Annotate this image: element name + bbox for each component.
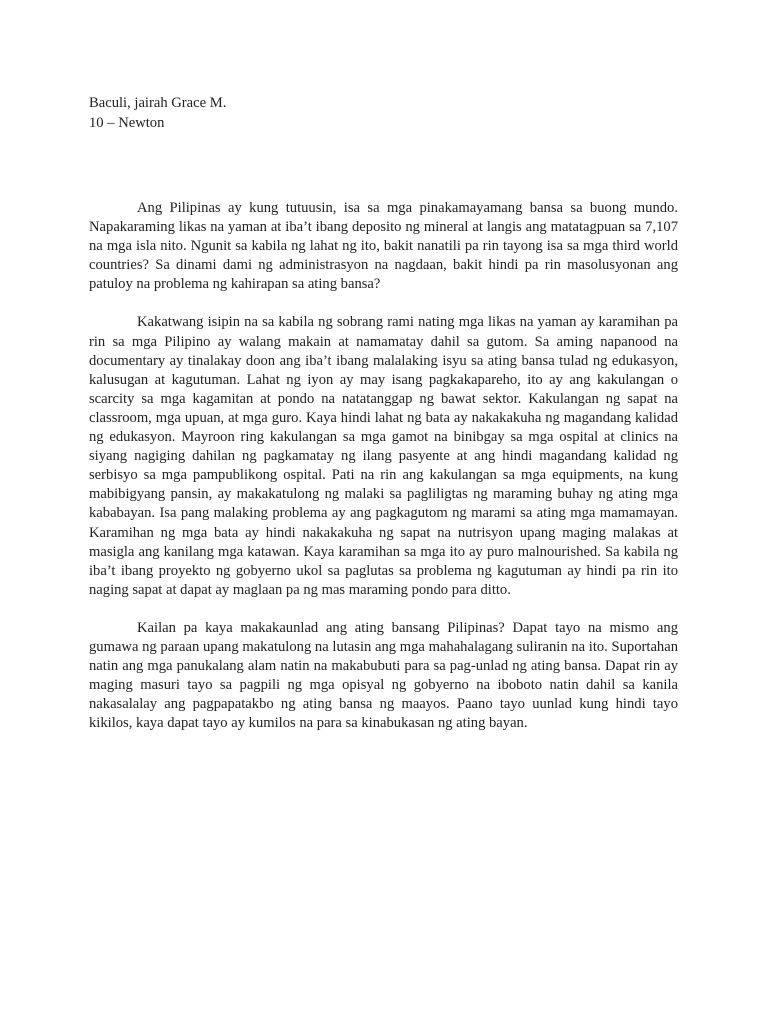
class-section: 10 – Newton (89, 115, 165, 131)
essay-body (89, 199, 678, 733)
paragraph-1: Ang Pilipinas ay kung tutuusin, isa sa mga pinakamayamang bansa sa buong mundo. Napakaraming likas na yaman at iba’t ibang deposito ng mineral at langis ang matatagpuan sa 7,107 na mga isla nito. Ngunit sa kabila ng lahat ng ito, bakit nanatili pa rin tayong isa sa mga third world countries? Sa dinami dami ng administrasyon na nagdaan, bakit hindi pa rin masolusyonan ang patuloy na problema ng kahirapan sa ating bansa? (89, 200, 678, 293)
paragraph-2: Kakatwang isipin na sa kabila ng sobrang rami nating mga likas na yaman ay karamihan pa rin sa mga Pilipino ay walang makain at namamatay dahil sa gutom. Sa aming napanood na documentary ay tinalakay doon ang iba’t ibang malalaking isyu sa ating bansa tulad ng edukasyon, kalusugan at kagutuman. Lahat ng iyon ay may isang pagkakapareho, ito ay ang kakulangan o scarcity sa mga kagamitan at pondo na natatanggap ng bawat sektor. Kakulangan ng sapat na classroom, mga upuan, at mga guro. Kaya hindi lahat ng bata ay nakakakuha ng magandang kalidad ng edukasyon. Mayroon ring kakulangan sa mga gamot na binibgay sa mga ospital at clinics na siyang nagiging dahilan ng pagkamatay ng ilang pasyente at ang hindi magandang kalidad ng serbisyo sa mga pampublikong ospital. Pati na rin ang kakulangan sa mga equipments, na kung mabibigyang pansin, ay makakatulong ng malaki sa pagliligtas ng maraming buhay ng ating mga kababayan. Isa pang malaking problema ay ang pagkagutom ng marami sa ating mga mamamayan. Karamihan ng mga bata ay hindi nakakakuha ng sapat na nutrisyon upang maging malakas at masigla ang kanilang mga katawan. Kaya karamihan sa mga ito ay puro malnourished. Sa kabila ng iba’t ibang proyekto ng gobyerno ukol sa paglutas sa problema ng kagutuman ay hindi pa rin ito naging sapat at dapat ay maglaan pa ng mas maraming pondo para ditto. (89, 314, 678, 598)
author-name: Baculi, jairah Grace M. (89, 95, 227, 111)
author-header (89, 93, 689, 133)
paragraph-3: Kailan pa kaya makakaunlad ang ating bansang Pilipinas? Dapat tayo na mismo ang gumawa ng paraan upang makatulong na lutasin ang mga mahahalagang suliranin na ito. Suportahan natin ang mga panukalang alam natin na makabubuti para sa pag-unlad ng ating bansa. Dapat rin ay maging masuri tayo sa pagpili ng mga opisyal ng gobyerno na iboboto natin dahil sa kanila nakasalalay ang pagpapatakbo ng ating bansa ng maayos. Paano tayo uunlad kung hindi tayo kikilos, kaya dapat tayo ay kumilos na para sa kinabukasan ng ating bayan. (89, 619, 678, 732)
